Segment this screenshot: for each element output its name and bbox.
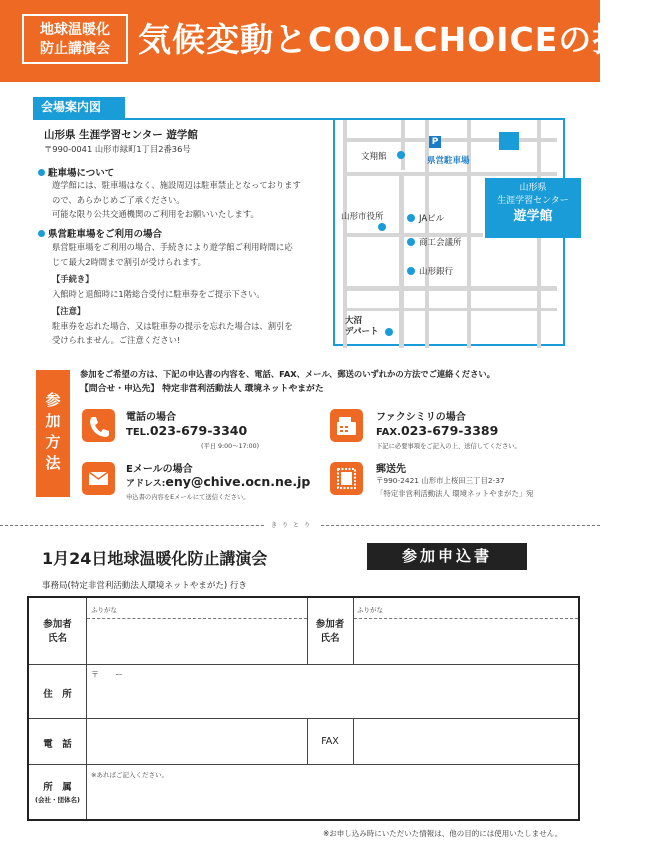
map-label-ja: JAビル (419, 214, 445, 224)
side-char: 法 (45, 454, 61, 472)
note-label: 【注意】 (52, 306, 86, 316)
header-badge (22, 14, 128, 64)
phone-label: 電 話 (43, 739, 72, 750)
affiliation-label-main: 所 属 (43, 782, 72, 793)
address-input[interactable] (89, 668, 574, 714)
email-address: eny@chive.ocn.ne.jp (165, 474, 311, 489)
fax-heading: ファクシミリの場合 (376, 412, 466, 423)
parking-heading (38, 165, 114, 179)
name-input-1[interactable] (89, 622, 303, 660)
procedure-label: 【手続き】 (52, 274, 94, 284)
form-row-divider (29, 718, 578, 719)
page-title: 気候変動とCOOLCHOICEの推進 (138, 20, 660, 59)
parking-icon: P (429, 136, 441, 148)
map-road (343, 120, 347, 348)
form-title: 1月24日地球温暖化防止講演会 (42, 549, 268, 568)
affiliation-note: ※あればご記入ください。 (91, 771, 168, 779)
map-label-dept-line1: 大沼 (345, 316, 363, 326)
postal-mark: 〒 ー (91, 670, 123, 679)
name-label-line2: 氏名 (47, 633, 67, 644)
map-road (343, 138, 557, 142)
phone-heading: 電話の場合 (126, 412, 176, 423)
name-label-line2: 氏名 (320, 633, 340, 644)
form-col-divider (86, 598, 87, 819)
phone-hours: (平日 9:00～17:00) (201, 443, 260, 450)
map-label-dept-line2: デパート (345, 327, 379, 337)
email-heading: Eメールの場合 (126, 464, 193, 475)
fax-number: 023-679-3389 (400, 423, 499, 438)
form-badge: 参加申込書 (367, 543, 527, 570)
form-col-divider (353, 718, 354, 764)
map-label-city-hall: 山形市役所 (341, 212, 384, 222)
privacy-note: ※お申し込み時にいただいた情報は、他の目的には使用いたしません。 (323, 829, 563, 838)
note-line: 駐車券を忘れた場合、又は駐車券の提示を忘れた場合は、割引を (52, 320, 293, 331)
fax-input[interactable] (357, 722, 573, 760)
venue-name: 山形県 生涯学習センター 遊学館 (44, 129, 198, 141)
map-label-department-store (345, 316, 379, 338)
form-addressee: 事務局(特定非営利活動法人環境ネットやまがた) 行き (42, 581, 247, 591)
callout-line1: 山形県 (519, 183, 547, 193)
parking-line: 可能な限り公共交通機関のご利用をお願いいたします。 (52, 209, 259, 219)
header-badge-line2: 防止講演会 (40, 41, 110, 57)
name-label-line1: 参加者 (43, 619, 72, 630)
parking-heading-text: 駐車場について (48, 168, 115, 179)
form-col-divider (353, 598, 354, 664)
affiliation-label-sub: (会社・団体名) (35, 796, 80, 804)
post-address: 〒990-2421 山形市上桜田三丁目2-37 (376, 476, 505, 485)
email-line (126, 474, 310, 489)
form-row-divider (29, 664, 578, 665)
address-label: 住 所 (43, 689, 72, 700)
method-intro: 参加をご希望の方は、下記の申込書の内容を、電話、FAX、メール、郵送のいずれかの方法でご連絡ください。 (80, 369, 495, 379)
phone-number-line (126, 423, 247, 438)
post-recipient: 「特定非営利活動法人 環境ネットやまがた」宛 (376, 489, 534, 498)
pref-line: じて最大2時間まで割引が受けられます。 (52, 256, 206, 267)
contact-label: 【問合せ・申込先】 特定非営利活動法人 環境ネットやまがた (80, 384, 324, 394)
header-badge-line1: 地球温暖化 (40, 22, 110, 38)
parking-text (52, 178, 301, 222)
map-marker (407, 238, 415, 246)
note-line: 受けられません。ご注意ください! (52, 335, 181, 345)
map-road (343, 172, 557, 176)
venue-map (333, 118, 569, 346)
map-label-chamber: 商工会議所 (419, 238, 462, 248)
fax-label: FAX (321, 736, 339, 747)
cut-label: きりとり (265, 520, 321, 529)
application-form (27, 596, 580, 821)
fax-prefix: FAX. (376, 427, 401, 438)
name-label-line1: 参加者 (315, 619, 345, 630)
fax-note: 下記に必要事項をご記入の上、送信してください。 (376, 443, 521, 450)
bullet-icon (38, 169, 45, 176)
name-input-2[interactable] (357, 622, 573, 660)
side-char: 参 (45, 391, 61, 409)
map-road (343, 286, 557, 291)
method-side-label (36, 370, 70, 497)
section-label-venue: 会場案内図 (33, 97, 125, 118)
side-char: 方 (45, 433, 61, 451)
map-label-parking: 県営駐車場 (427, 156, 470, 166)
phone-prefix: TEL. (126, 427, 150, 438)
map-road (343, 308, 557, 311)
email-note: 申込書の内容をEメールにて送信ください。 (126, 494, 250, 501)
side-char: 加 (45, 412, 61, 430)
map-label-bunshokan: 文翔館 (361, 152, 387, 162)
pref-parking-heading-text: 県営駐車場をご利用の場合 (48, 229, 163, 240)
callout-line3: 遊学館 (513, 209, 553, 224)
map-road (401, 120, 405, 170)
name-label-2 (307, 618, 353, 646)
email-icon (82, 462, 115, 495)
affiliation-label (29, 781, 86, 807)
parking-line: 遊学館には、駐車場はなく、施設周辺は駐車禁止となっております (52, 180, 301, 190)
map-marker (378, 223, 386, 231)
map-label-bank: 山形銀行 (419, 267, 454, 277)
callout-line2: 生涯学習センター (497, 196, 569, 206)
map-marker (407, 267, 415, 275)
venue-callout (485, 178, 581, 238)
furigana-divider (354, 618, 578, 620)
pref-parking-heading (38, 226, 162, 240)
pref-parking-text (52, 240, 293, 348)
fax-icon (330, 409, 363, 442)
procedure-text: 入館時と退館時に1階総合受付に駐車券をご提示下さい。 (52, 288, 265, 299)
furigana-label: ふりがな (357, 606, 383, 614)
map-road (399, 172, 404, 348)
form-row-divider (29, 764, 578, 765)
map-marker (385, 328, 393, 336)
phone-icon (82, 409, 115, 442)
furigana-divider (87, 618, 307, 620)
bullet-icon (38, 230, 45, 237)
phone-input[interactable] (89, 722, 303, 760)
fax-number-line (376, 423, 498, 438)
furigana-label: ふりがな (91, 606, 117, 614)
map-marker (397, 151, 405, 159)
phone-number: 023-679-3340 (149, 423, 248, 438)
email-prefix: アドレス: (126, 479, 166, 489)
affiliation-input[interactable] (89, 780, 574, 814)
stamp-icon (330, 462, 363, 495)
name-label-1 (29, 618, 86, 646)
pref-line: 県営駐車場をご利用の場合、手続きにより遊学館ご利用時間に応 (52, 242, 293, 252)
post-heading: 郵送先 (376, 464, 406, 475)
venue-address: 〒990-0041 山形市緑町1丁目2番36号 (44, 144, 191, 154)
map-marker (407, 214, 415, 222)
parking-line: ので、あらかじめご了承ください。 (52, 194, 185, 205)
map-road (343, 233, 483, 237)
venue-building (499, 132, 519, 150)
